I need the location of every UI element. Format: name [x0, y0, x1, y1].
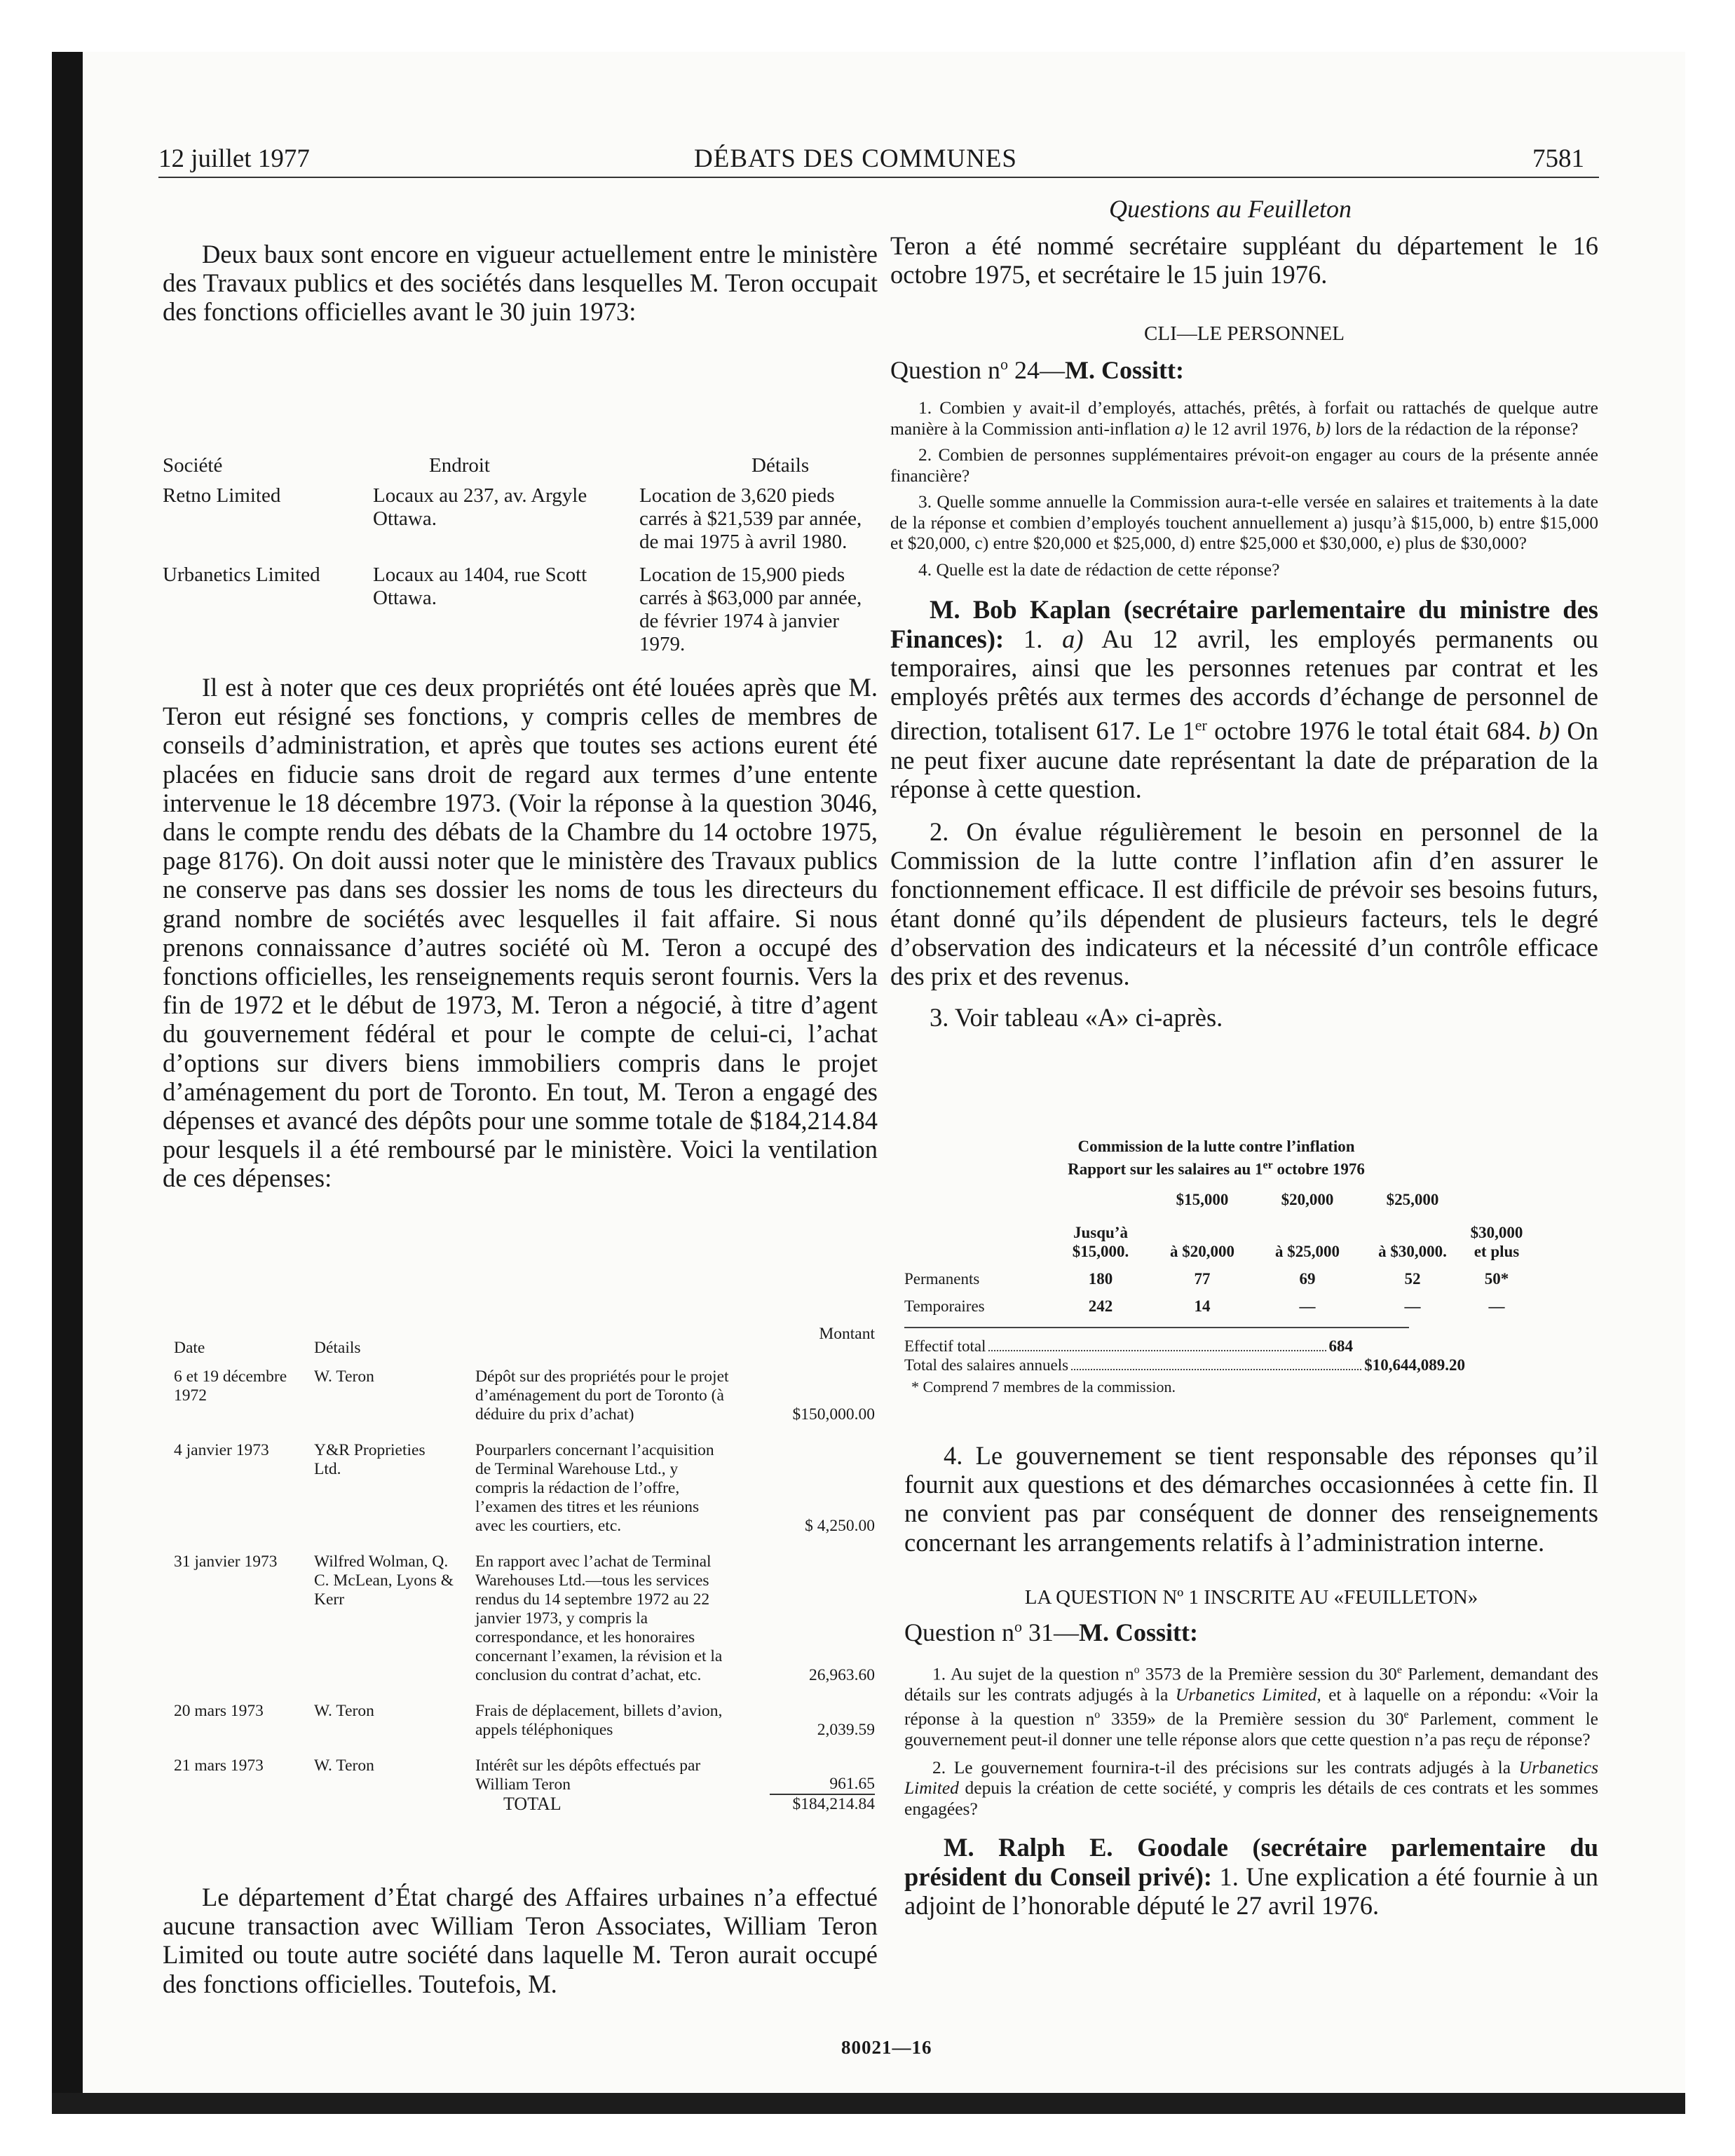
header-title: DÉBATS DES COMMUNES [694, 144, 1018, 173]
right-lower-column [904, 1441, 1598, 1920]
salary-title-sup: er [1263, 1159, 1273, 1171]
page-number: 7581 [1532, 144, 1584, 173]
expense-row [174, 1756, 875, 1794]
q31-name: M. Cossitt: [1079, 1618, 1198, 1646]
q31-text: 3573 de la Première session du 30 [1139, 1663, 1397, 1684]
header-rule [158, 177, 1599, 178]
kaplan-paragraph-2: 2. On évalue régulièrement le besoin en personnel de la Commission de la lutte contre l’inflation afin d’en assurer le fonctionnement efficace. Il est difficile de prévoir ses besoins futurs, étant donné qu’ils dépendent de plusieurs facteurs, tels le degré d’observation des indicateurs et la nécessité d’un contrôle efficace des prix et des revenus. [890, 817, 1598, 990]
salary-col-header: à $20,000 [1170, 1242, 1234, 1260]
expense-who: Y&R Proprieties Ltd. [314, 1441, 426, 1478]
expense-desc: Pourparlers concernant l’acquisition de Terminal Warehouse Ltd., y compris la rédaction de l’offre, l’examen des titres et les réunions avec les courtiers, etc. [475, 1441, 714, 1535]
q31-prefix: Question n [904, 1618, 1014, 1646]
expense-who: W. Teron [314, 1756, 374, 1775]
heading-question-1: LA QUESTION Nº 1 INSCRITE AU «FEUILLETON» [1024, 1585, 1478, 1609]
salary-col-header: Jusqu’à $15,000. [1072, 1223, 1129, 1260]
q31-text: 1. Au sujet de la question n [932, 1663, 1134, 1684]
left-column [163, 240, 878, 327]
lease-header-details: Détails [751, 454, 810, 477]
q24-item-1-marker-b: b) [1315, 418, 1331, 439]
paragraph-2: Il est à noter que ces deux propriétés ont été louées après que M. Teron eut résigné ses fonctions, y compris celles de membres de conseils d’administration, et après que toutes ses actions eurent été placées en fiducie sans droit de regard aux termes d’une entente intervenue le 18 décembre 1973. (Voir la réponse à la question 3046, dans le compte rendu des débats de la Chambre du 14 octobre 1975, page 8176). On doit aussi noter que le ministère des Travaux publics ne conserve pas dans ses dossier les noms de tous les directeurs du grand nombre de sociétés avec lesquelles il fait affaire. Si nous prenons connaissance d’autres société où M. Teron a occupé des fonctions officielles, les renseignements requis seront fournis. Vers la fin de 1972 et le début de 1973, M. Teron a négocié, à titre d’agent du gouvernement fédéral et pour le compte de celui-ci, l’achat d’options sur divers biens immobiliers compris dans le projet d’aménagement du port de Toronto. En tout, M. Teron a engagé des dépenses et avancé des dépôts pour une somme totale de $184,214.84 pour lesquels il a été remboursé par le ministère. Voici la ventilation de ces dépenses: [163, 673, 878, 1193]
expense-table [174, 1325, 875, 1814]
question-24-title [890, 355, 1598, 385]
q31-item-2 [904, 1757, 1598, 1820]
salary-top-header: $15,000 [1176, 1190, 1229, 1208]
lease-header-place: Endroit [429, 454, 490, 477]
expense-who: W. Teron [314, 1702, 374, 1720]
q24-item-1-a: 1. Combien y avait-il d’employés, attachés, prêtés, à forfait ou rattachés de quelque autre manière à la Commission anti-inflation [890, 397, 1598, 439]
effectif-total-line [904, 1337, 1353, 1356]
lease-details: Location de 3,620 pieds carrés à $21,539 par année, de mai 1975 à avril 1980. [639, 484, 862, 553]
salary-cell: 242 [1088, 1297, 1113, 1315]
q24-item-3: 3. Quelle somme annuelle la Commission aura-t-elle versée en salaires et traitements à la date de la réponse et combien d’employés touchent annuellement a) jusqu’à $15,000, b) entre $15,000 et $20,000, c) entre $20,000 et $25,000, d) entre $25,000 et $30,000, e) plus de $30,000? [890, 491, 1598, 554]
expense-amount: 961.65 [829, 1775, 875, 1793]
goodale-answer [904, 1833, 1598, 1920]
paragraph-3-block [163, 1883, 878, 1998]
salary-cell: — [1404, 1297, 1421, 1315]
salary-top-header [1052, 1190, 1150, 1209]
kaplan-num: 1. [1004, 624, 1063, 653]
q31-text: Parlement, demandant des détails sur les contrats adjugés à la [904, 1663, 1598, 1705]
expense-row [174, 1441, 875, 1536]
salary-footnote: * Comprend 7 membres de la commission. [911, 1377, 1176, 1396]
expense-date: 6 et 19 décembre 1972 [174, 1367, 287, 1405]
expense-date: 21 mars 1973 [174, 1756, 264, 1775]
q31-sup: e [1396, 1663, 1402, 1676]
right-column [890, 231, 1598, 1032]
intro-paragraph: Deux baux sont encore en vigueur actuellement entre le ministère des Travaux publics et des sociétés dans lesquelles M. Teron occupait des fonctions officielles avant le 30 juin 1973: [163, 240, 878, 327]
salary-cell: — [1299, 1297, 1316, 1315]
kaplan-marker-a: a) [1062, 624, 1084, 653]
q24-item-2: 2. Combien de personnes supplémentaires prévoit-on engager au cours de la présente année financière? [890, 444, 1598, 486]
expense-row [174, 1553, 875, 1685]
scan-border-bottom [52, 2093, 1685, 2114]
expense-header-date: Date [174, 1339, 205, 1357]
lease-place: Locaux au 237, av. Argyle Ottawa. [373, 484, 587, 530]
q24-item-1 [890, 397, 1598, 439]
kaplan-text-3: On ne peut fixer aucune date représentant la date de préparation de la réponse à cette question. [890, 716, 1599, 803]
q31-company: Urbanetics Limited [904, 1756, 1598, 1799]
q31-text: 2. Le gouvernement fournira-t-il des précisions sur les contrats adjugés à la [932, 1756, 1519, 1778]
goodale-text: 1. Une explication a été fournie à un adjoint de l’honorable député le 27 avril 1976. [904, 1862, 1598, 1920]
salary-table-title-2 [904, 1156, 1528, 1179]
kaplan-speaker: M. Bob Kaplan (secrétaire parlementaire du ministre des Finances): [890, 595, 1598, 653]
kaplan-text-2: octobre 1976 le total était 684. [1206, 716, 1539, 746]
q24-sup: o [1000, 355, 1008, 374]
kaplan-marker-b: b) [1538, 716, 1560, 746]
q24-prefix: Question n [890, 356, 1000, 385]
salary-row-label: Temporaires [904, 1297, 985, 1315]
kaplan-paragraph-3: 3. Voir tableau «A» ci-après. [930, 1003, 1223, 1032]
salary-title-2b: octobre 1976 [1272, 1160, 1365, 1178]
scan-border-left [52, 52, 83, 2093]
q31-sup: e [1403, 1709, 1409, 1721]
salary-cell: 180 [1088, 1269, 1113, 1288]
kaplan-answer [890, 595, 1598, 803]
salaires-label: Total des salaires annuels [904, 1356, 1069, 1374]
expense-row [174, 1367, 875, 1424]
q24-number: 24— [1008, 356, 1065, 385]
q31-text: et à laquelle on a répondu: «Voir la réponse à la question n [904, 1684, 1598, 1729]
q31-sup: o [1134, 1663, 1140, 1676]
section-title: Questions au Feuilleton [1109, 195, 1352, 223]
salary-row [904, 1288, 1528, 1316]
salary-title-2a: Rapport sur les salaires au 1 [1068, 1160, 1263, 1178]
salary-top-header: $25,000 [1386, 1190, 1439, 1208]
expense-row [174, 1702, 875, 1740]
goodale-speaker: M. Ralph E. Goodale (secrétaire parlementaire du président du Conseil privé): [904, 1833, 1598, 1891]
lease-company: Retno Limited [163, 484, 281, 507]
expense-amount: $ 4,250.00 [805, 1517, 875, 1535]
header-date: 12 juillet 1977 [158, 144, 310, 173]
kaplan-text-1: Au 12 avril, les employés permanents ou temporaires, ainsi que les personnes retenues par contrat et les employés prêtés aux termes des accords d’échange de personnel de direction, totalisent 617. Le 1 [890, 624, 1598, 746]
expense-amount: 26,963.60 [809, 1666, 875, 1684]
expense-header-details: Détails [314, 1339, 361, 1357]
effectif-value: 684 [1328, 1337, 1353, 1355]
q31-sup: o [1014, 1617, 1022, 1635]
salary-cell: 69 [1299, 1269, 1316, 1288]
expense-amount: 2,039.59 [817, 1721, 875, 1739]
expense-total-label: TOTAL [503, 1794, 562, 1814]
continued-paragraph: Teron a été nommé secrétaire suppléant du département le 16 octobre 1975, et secrétaire le 15 juin 1976. [890, 231, 1598, 289]
lease-table [163, 454, 878, 656]
q24-item-1-mid: le 12 avril 1976, [1190, 418, 1316, 439]
kaplan-paragraph-4: 4. Le gouvernement se tient responsable des réponses qu’il fournit aux questions et des démarches occasionnées à cette fin. Il ne convient pas par conséquent de donner des renseignements concernant les arrangements relatifs à l’administration interne. [904, 1441, 1598, 1557]
salaires-total-line [904, 1356, 1465, 1374]
salary-cell: 14 [1194, 1297, 1211, 1315]
expense-desc: Dépôt sur des propriétés pour le projet d’aménagement du port de Toronto (à déduire du prix d’achat) [475, 1367, 729, 1424]
q24-item-1-marker-a: a) [1174, 418, 1190, 439]
lease-header-company: Société [163, 454, 223, 477]
expense-date: 20 mars 1973 [174, 1702, 264, 1720]
expense-who: W. Teron [314, 1367, 374, 1386]
footer-code: 80021—16 [841, 2037, 932, 2058]
salary-cell: 77 [1194, 1269, 1211, 1288]
salary-cell: 50* [1484, 1269, 1509, 1288]
salary-row [904, 1261, 1528, 1288]
salary-col-header: à $30,000. [1378, 1242, 1447, 1260]
paragraph-2-block [163, 673, 878, 1193]
expense-desc: En rapport avec l’achat de Terminal Warehouses Ltd.—tous les services rendus du 14 septembre 1972 au 22 janvier 1973, y compris la correspondance, et les honoraires concernant l’examen, la révision et la conclusion du contrat d’achat, etc. [475, 1553, 723, 1684]
expense-desc: Frais de déplacement, billets d’avion, appels téléphoniques [475, 1702, 723, 1739]
expense-header-amount: Montant [819, 1325, 875, 1343]
salary-cell: 52 [1404, 1269, 1421, 1288]
salary-row-label: Permanents [904, 1269, 980, 1288]
q31-sup: o [1094, 1709, 1101, 1721]
expense-amount: $150,000.00 [792, 1405, 875, 1424]
lease-details: Location de 15,900 pieds carrés à $63,000 par année, de février 1974 à janvier 1979. [639, 564, 862, 655]
salary-top-header [1465, 1190, 1528, 1209]
heading-personnel: CLI—LE PERSONNEL [1144, 322, 1345, 346]
salary-col-header: à $25,000 [1275, 1242, 1340, 1260]
paragraph-3: Le département d’État chargé des Affaires urbaines n’a effectué aucune transaction avec William Teron Associates, William Teron Limited ou toute autre société dans laquelle M. Teron aurait occupé des fonctions officielles. Toutefois, M. [163, 1883, 878, 1998]
q31-item-1 [904, 1660, 1598, 1750]
q24-item-4: 4. Quelle est la date de rédaction de cette réponse? [918, 559, 1280, 580]
expense-date: 4 janvier 1973 [174, 1441, 269, 1459]
salary-cell: — [1488, 1297, 1505, 1315]
q31-company: Urbanetics Limited, [1175, 1684, 1321, 1705]
q31-text: depuis la création de cette société, y compris les détails de ces contrats et les sommes engagées? [904, 1778, 1598, 1819]
q24-items [890, 397, 1598, 580]
q31-text: Parlement, comment le gouvernement peut-il donner une telle réponse alors que cette question n’a pas reçu de réponse? [904, 1708, 1599, 1750]
salary-table-title-1: Commission de la lutte contre l’inflation [1077, 1138, 1355, 1155]
expense-total: $184,214.84 [770, 1794, 875, 1814]
q31-number: 31— [1022, 1618, 1079, 1646]
expense-desc: Intérêt sur les dépôts effectués par William Teron [475, 1756, 701, 1794]
question-31-title [904, 1618, 1598, 1647]
q31-text: 3359» de la Première session du 30 [1100, 1708, 1404, 1729]
q24-name: M. Cossitt: [1065, 356, 1184, 385]
effectif-label: Effectif total [904, 1337, 986, 1355]
expense-date: 31 janvier 1973 [174, 1553, 278, 1571]
expense-who: Wilfred Wolman, Q. C. McLean, Lyons & Kerr [314, 1553, 454, 1609]
lease-company: Urbanetics Limited [163, 564, 320, 586]
salary-top-header: $20,000 [1281, 1190, 1334, 1208]
lease-place: Locaux au 1404, rue Scott Ottawa. [373, 564, 587, 609]
salary-table [904, 1137, 1528, 1396]
q24-item-1-end: lors de la rédaction de la réponse? [1331, 418, 1579, 439]
kaplan-sup: er [1195, 716, 1207, 735]
salaires-value: $10,644,089.20 [1364, 1356, 1465, 1374]
salary-col-header: $30,000 et plus [1470, 1223, 1523, 1260]
